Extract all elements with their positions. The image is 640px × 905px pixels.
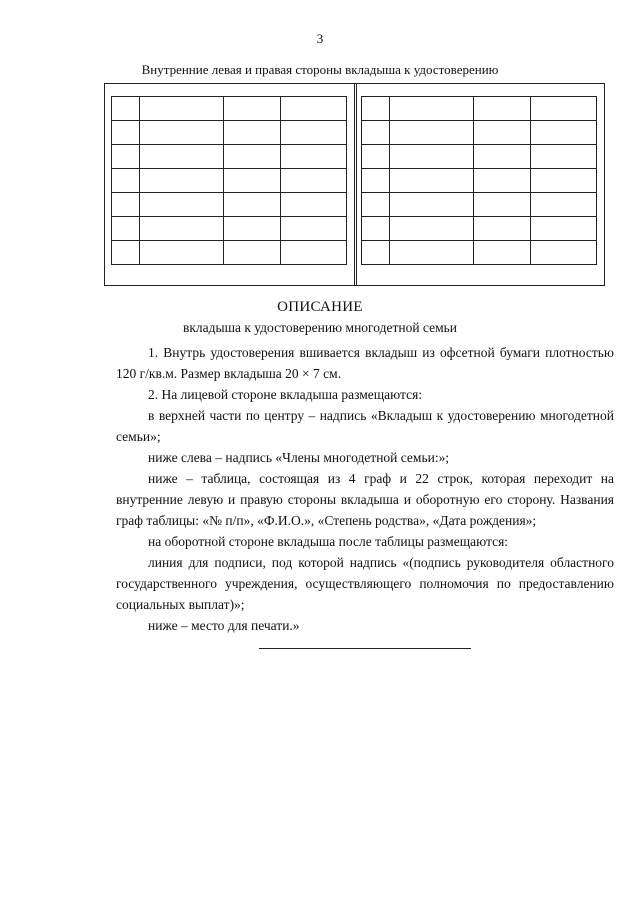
table-row [112, 145, 347, 169]
table-cell [389, 169, 473, 193]
insert-left-table [111, 96, 347, 265]
table-cell [473, 241, 530, 265]
table-cell [389, 145, 473, 169]
table-cell [280, 169, 346, 193]
table-cell [280, 241, 346, 265]
paragraph: на оборотной стороне вкладыша после таблицы размещаются: [148, 534, 509, 549]
table-cell [139, 241, 223, 265]
description-body [116, 342, 614, 636]
table-cell [389, 193, 473, 217]
table-row [362, 217, 597, 241]
page-number: 3 [316, 31, 324, 46]
table-row [362, 145, 597, 169]
table-cell [362, 193, 390, 217]
table-cell [112, 121, 140, 145]
table-cell [223, 217, 280, 241]
table-row [112, 217, 347, 241]
table-cell [362, 169, 390, 193]
table-cell [112, 217, 140, 241]
table-cell [223, 241, 280, 265]
table-cell [139, 97, 223, 121]
table-cell [139, 121, 223, 145]
table-cell [112, 97, 140, 121]
description-title: ОПИСАНИЕ [277, 299, 363, 315]
paragraph: ниже – место для печати.» [148, 618, 300, 633]
paragraph: 1. Внутрь удостоверения вшивается вкладыш из офсетной бумаги плотностью 120 г/кв.м. Размер вкладыша 20 × 7 см. [116, 345, 614, 381]
table-row [112, 121, 347, 145]
table-cell [223, 145, 280, 169]
insert-fold-divider [354, 84, 357, 285]
paragraph: ниже слева – надпись «Члены многодетной семьи:»; [148, 450, 450, 465]
table-cell [223, 97, 280, 121]
table-cell [280, 145, 346, 169]
table-cell [362, 217, 390, 241]
paragraph: линия для подписи, под которой надпись «(подпись руководителя областного государственного учреждения, осуществляющего полномочия по предоставлению социальных выплат)»; [116, 555, 614, 612]
table-cell [389, 217, 473, 241]
table-cell [112, 193, 140, 217]
table-cell [530, 169, 596, 193]
table-cell [139, 217, 223, 241]
table-cell [530, 145, 596, 169]
table-cell [280, 121, 346, 145]
table-cell [530, 193, 596, 217]
table-row [362, 169, 597, 193]
table-row [362, 193, 597, 217]
table-cell [473, 169, 530, 193]
table-cell [139, 193, 223, 217]
table-cell [112, 169, 140, 193]
description-subtitle: вкладыша к удостоверению многодетной семьи [182, 320, 458, 335]
table-cell [112, 241, 140, 265]
insert-heading: Внутренние левая и правая стороны вкладыша к удостоверению [141, 62, 499, 77]
table-cell [530, 121, 596, 145]
table-cell [362, 121, 390, 145]
insert-right-table [361, 96, 597, 265]
table-row [362, 121, 597, 145]
table-cell [139, 169, 223, 193]
table-cell [223, 169, 280, 193]
table-row [112, 193, 347, 217]
table-cell [280, 97, 346, 121]
table-row [112, 241, 347, 265]
paragraph: ниже – таблица, состоящая из 4 граф и 22 строк, которая переходит на внутренние левую и правую стороны вкладыша и оборотную его сторону. Названия граф таблицы: «№ п/п», «Ф.И.О.», «Степень родства», «Дата рождения»; [116, 471, 614, 528]
table-row [112, 169, 347, 193]
table-cell [280, 217, 346, 241]
table-cell [530, 217, 596, 241]
table-cell [223, 121, 280, 145]
table-cell [280, 193, 346, 217]
table-cell [473, 193, 530, 217]
table-cell [389, 121, 473, 145]
paragraph: 2. На лицевой стороне вкладыша размещаются: [148, 387, 423, 402]
table-cell [112, 145, 140, 169]
table-cell [139, 145, 223, 169]
table-cell [389, 97, 473, 121]
closing-rule [259, 648, 471, 649]
table-cell [362, 145, 390, 169]
table-cell [389, 241, 473, 265]
table-cell [530, 241, 596, 265]
table-cell [362, 97, 390, 121]
table-cell [473, 217, 530, 241]
table-row [112, 97, 347, 121]
table-cell [362, 241, 390, 265]
table-cell [473, 97, 530, 121]
table-cell [530, 97, 596, 121]
table-cell [223, 193, 280, 217]
insert-inner-sides [104, 83, 605, 286]
paragraph: в верхней части по центру – надпись «Вкладыш к удостоверению многодетной семьи»; [116, 408, 614, 444]
table-cell [473, 145, 530, 169]
table-row [362, 241, 597, 265]
table-row [362, 97, 597, 121]
table-cell [473, 121, 530, 145]
